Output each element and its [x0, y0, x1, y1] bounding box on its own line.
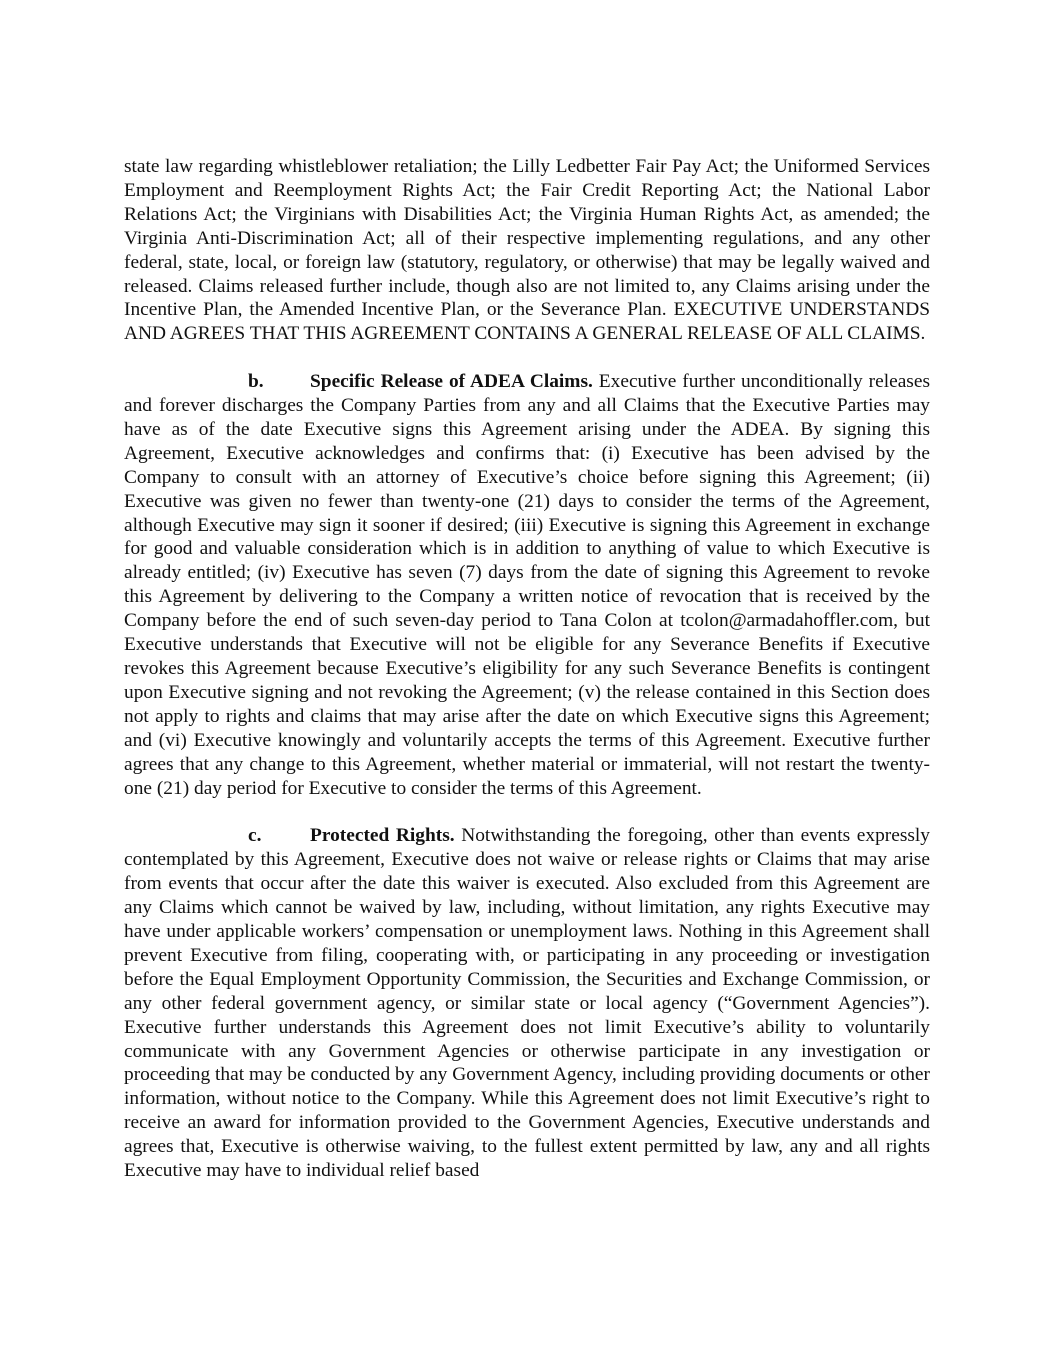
section-c-body: Notwithstanding the foregoing, other than events expressly contemplated by this Agreement, Executive does not waive or release rights or Claims that may arise from events that occur after the date this waiver is executed. Also excluded from this Agreement are any Claims which cannot be waived by law, including, without limitation, any rights Executive may have under applicable workers’ compensation or unemployment laws. Nothing in this Agreement shall prevent Executive from filing, cooperating with, or participating in any proceeding or investigation before the Equal Employment Opportunity Commission, the Securities and Exchange Commission, or any other federal government agency, or similar state or local agency (“Government Agencies”). Executive further understands this Agreement does not limit Executive’s ability to voluntarily communicate with any Government Agencies or otherwise participate in any investigation or proceeding that may be conducted by any Government Agency, including providing documents or other information, without notice to the Company. While this Agreement does not limit Executive’s right to receive an award for information provided to the Government Agencies, Executive understands and agrees that, Executive is otherwise waiving, to the fullest extent permitted by law, any and all rights Executive may have to individual relief based	[124, 825, 930, 1182]
section-c-protected-rights	[124, 824, 930, 1183]
document-page	[124, 155, 930, 1183]
section-c-letter: c.	[248, 825, 262, 847]
paragraph-general-release-continuation: state law regarding whistleblower retaliation; the Lilly Ledbetter Fair Pay Act; the Uniformed Services Employment and Reemployment Rights Act; the Fair Credit Reporting Act; the National Labor Relations Act; the Virginians with Disabilities Act; the Virginia Human Rights Act, as amended; the Virginia Anti-Discrimination Act; all of their respective implementing regulations, and any other federal, state, local, or foreign law (statutory, regulatory, or otherwise) that may be legally waived and released. Claims released further include, though also are not limited to, any Claims arising under the Incentive Plan, the Amended Incentive Plan, or the Severance Plan. EXECUTIVE UNDERSTANDS AND AGREES THAT THIS AGREEMENT CONTAINS A GENERAL RELEASE OF ALL CLAIMS.	[124, 156, 930, 345]
section-b-heading: Specific Release of ADEA Claims.	[310, 371, 593, 393]
section-c-heading: Protected Rights.	[310, 825, 455, 847]
section-b-letter: b.	[248, 371, 264, 393]
section-b-specific-release-adea	[124, 370, 930, 800]
section-b-body: Executive further unconditionally releases and forever discharges the Company Parties from any and all Claims that the Executive Parties may have as of the date Executive signs this Agreement arising under the ADEA. By signing this Agreement, Executive acknowledges and confirms that: (i) Executive has been advised by the Company to consult with an attorney of Executive’s choice before signing this Agreement; (ii) Executive was given no fewer than twenty-one (21) days to consider the terms of the Agreement, although Executive may sign it sooner if desired; (iii) Executive is signing this Agreement in exchange for good and valuable consideration which is in addition to anything of value to which Executive is already entitled; (iv) Executive has seven (7) days from the date of signing this Agreement to revoke this Agreement by delivering to the Company a written notice of revocation that is received by the Company before the end of such seven-day period to Tana Colon at tcolon@armadahoffler.com, but Executive understands that Executive will not be eligible for any Severance Benefits if Executive revokes this Agreement because Executive’s eligibility for any such Severance Benefits is contingent upon Executive signing and not revoking the Agreement; (v) the release contained in this Section does not apply to rights and claims that may arise after the date on which Executive signs this Agreement; and (vi) Executive knowingly and voluntarily accepts the terms of this Agreement. Executive further agrees that any change to this Agreement, whether material or immaterial, will not restart the twenty-one (21) day period for Executive to consider the terms of this Agreement.	[124, 371, 930, 799]
